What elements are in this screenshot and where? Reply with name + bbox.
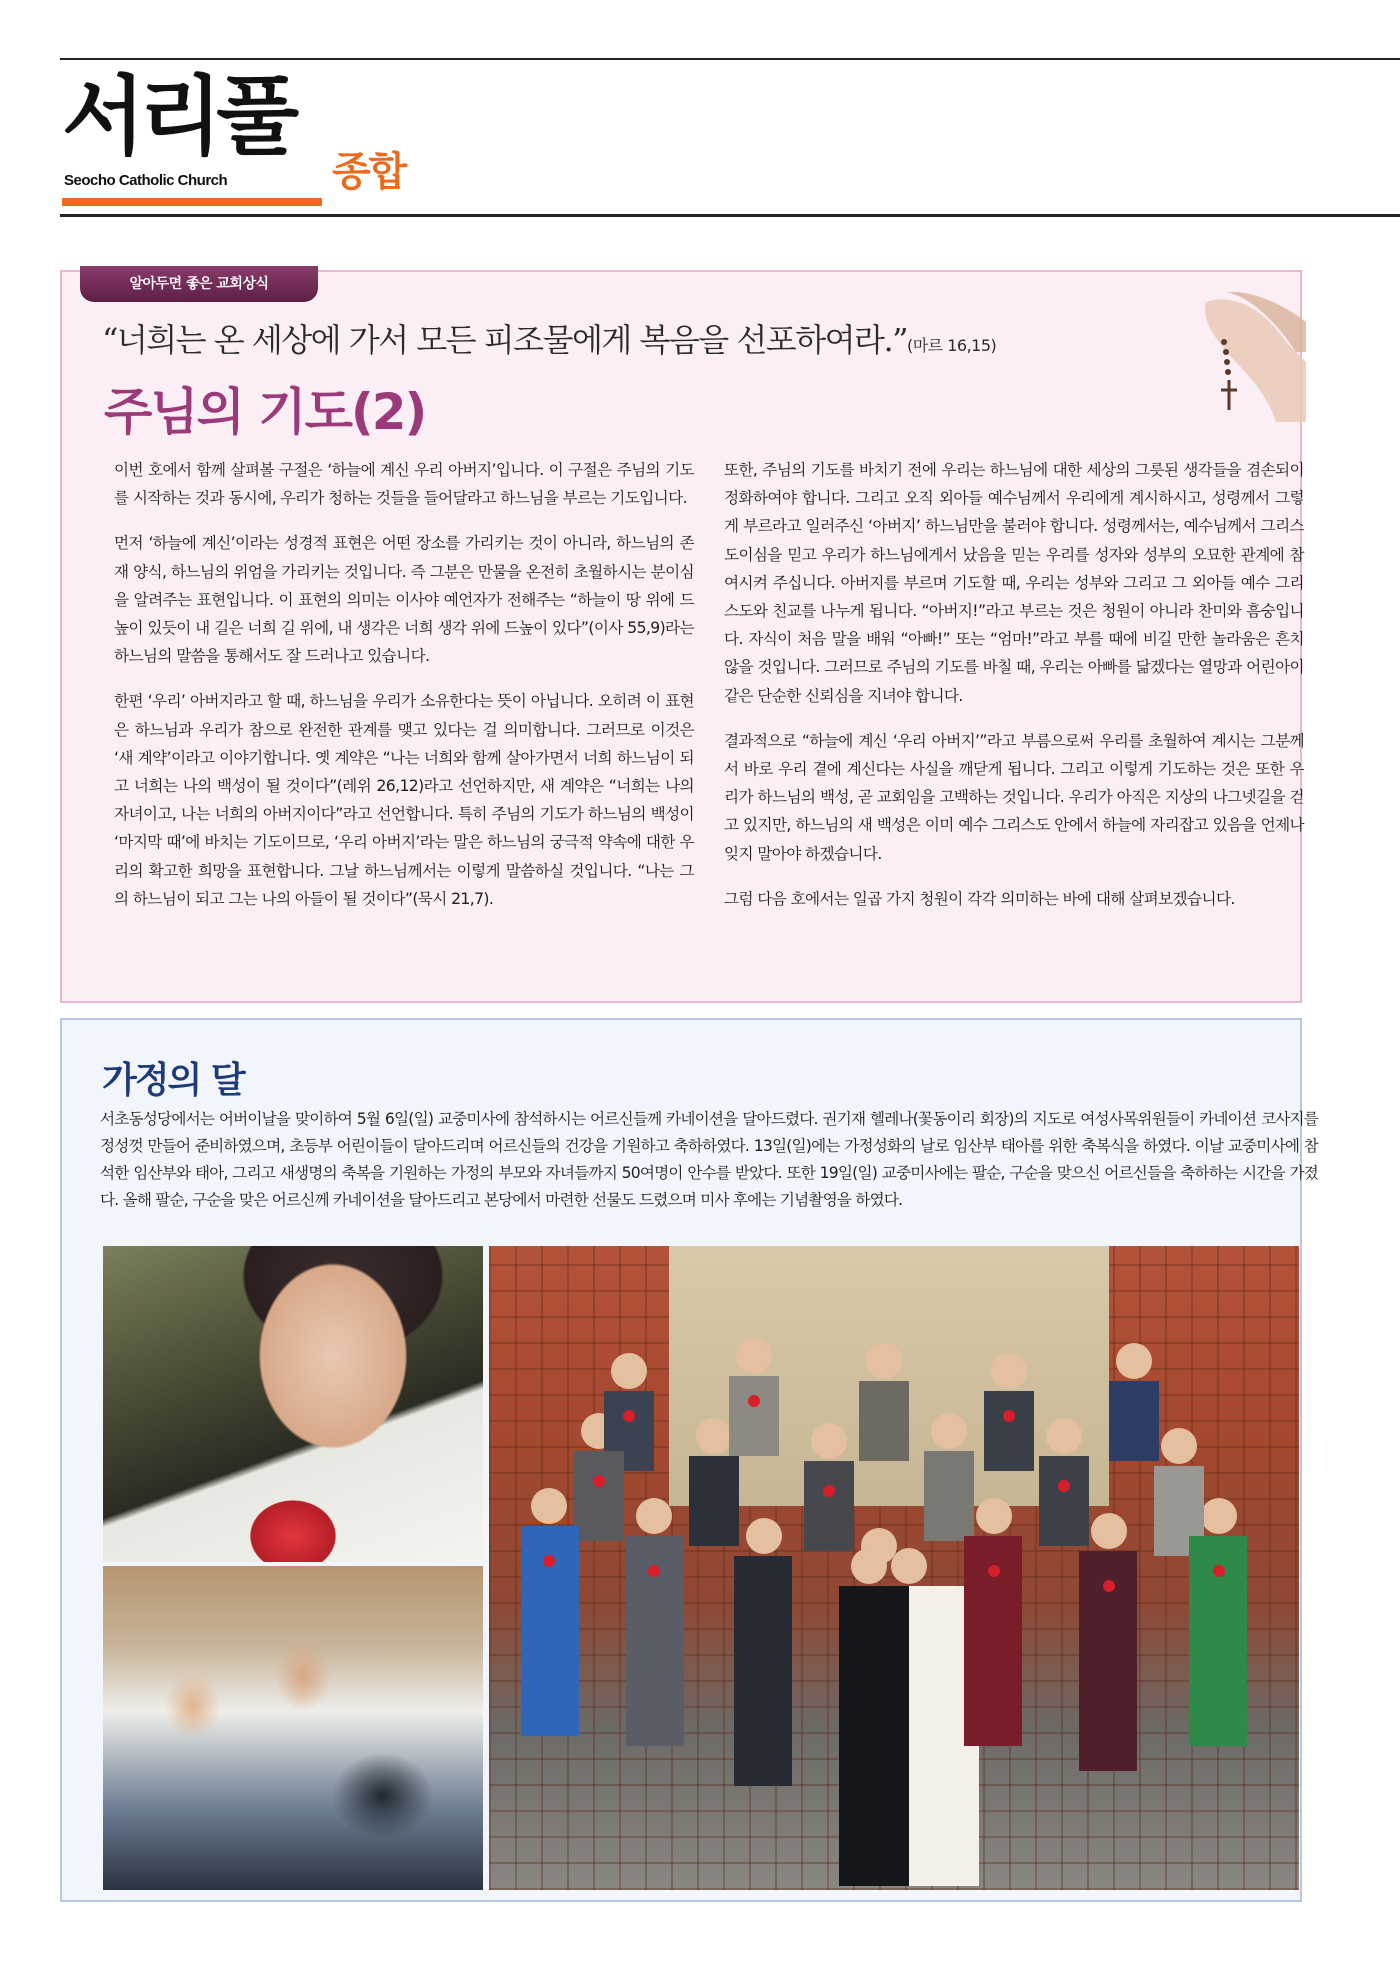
photo-blessing-ceremony: [103, 1566, 483, 1890]
article-title: 가정의 달: [102, 1060, 244, 1101]
logo-underline: [62, 198, 322, 206]
logo-text: 서리풀: [62, 67, 294, 167]
top-rule: [60, 58, 1400, 60]
scripture-quote-text: “너희는 온 세상에 가서 모든 피조물에게 복음을 선포하여라.”: [102, 321, 907, 359]
photo-carnation-pinning: [103, 1246, 483, 1562]
article-body: [100, 1106, 1318, 1214]
paragraph: 이번 호에서 함께 살펴볼 구절은 ‘하늘에 계신 우리 아버지’입니다. 이 구절은 주님의 기도를 시작하는 것과 동시에, 우리가 청하는 것들을 들어달라고 하느님을 부르는 기도입니다.: [114, 461, 694, 508]
paragraph: 먼저 ‘하늘에 계신’이라는 성경적 표현은 어떤 장소를 가리키는 것이 아니라, 하느님의 존재 양식, 하느님의 위엄을 가리키는 것입니다. 즉 그분은 만물을 온전히 초월하시는 분이심을 알려주는 표현입니다. 이 표현의 의미는 이사야 예언자가 전해주는 “하늘이 땅 위에 드높이 있듯이 내 길은 너희 길 위에, 내 생각은 너희 생각 위에 드높이 있다”(이사 55,9)라는 하느님의 말씀을 통해서도 잘 드러나고 있습니다.: [114, 534, 694, 666]
group-people-illustration: [489, 1246, 1299, 1890]
masthead-logo: [62, 67, 326, 214]
article-column-left: [114, 456, 694, 930]
praying-hands-icon: [1196, 282, 1306, 422]
category-tab: 알아두면 좋은 교회상식: [80, 266, 318, 302]
scripture-reference: (마르 16,15): [906, 336, 997, 355]
article-column-right: [724, 456, 1304, 930]
paragraph: 한편 ‘우리’ 아버지라고 할 때, 하느님을 우리가 소유한다는 뜻이 아닙니다. 오히려 이 표현은 하느님과 우리가 참으로 완전한 관계를 맺고 있다는 걸 의미합니다. 그러므로 이것은 ‘새 계약’이라고 이야기합니다. 옛 계약은 “나는 너희와 함께 살아가면서 너희 하느님이 되고 너희는 나의 백성이 될 것이다”(레위 26,12)라고 선언하지만, 새 계약은 “너희는 나의 자녀이고, 나는 너희의 아버지이다”라고 선언합니다. 특히 주님의 기도가 하느님의 백성이 ‘마지막 때’에 바치는 기도이므로, ‘우리 아버지’라는 말은 하느님의 궁극적 약속에 대한 우리의 확고한 희망을 표현합니다. 그날 하느님께서는 이렇게 말씀하실 것입니다. “나는 그의 하느님이 되고 그는 나의 아들이 될 것이다”(묵시 21,7).: [114, 692, 694, 908]
paragraph: 서초동성당에서는 어버이날을 맞이하여 5월 6일(일) 교중미사에 참석하시는 어르신들께 카네이션을 달아드렸다. 권기재 헬레나(꽃동이리 회장)의 지도로 여성사목위원들이 카네이션 코사지를 정성껏 만들어 준비하였으며, 초등부 어린이들이 달아드리며 어르신들의 건강을 기원하고 축하하였다. 13일(일)에는 가정성화의 날로 임산부 태아를 위한 축복식을 하였다. 이날 교중미사에 참석한 임산부와 태아, 그리고 새생명의 축복을 기원하는 가정의 부모와 자녀들까지 50여명이 안수를 받았다. 또한 19일(일) 교중미사에는 팔순, 구순을 맞으신 어르신들을 축하하는 시간을 가졌다. 올해 팔순, 구순을 맞은 어르신께 카네이션을 달아드리고 본당에서 마련한 선물도 드렸으며 미사 후에는 기념촬영을 하였다.: [100, 1110, 1318, 1209]
paragraph: 그럼 다음 호에서는 일곱 가지 청원이 각각 의미하는 바에 대해 살펴보겠습니다.: [724, 889, 1235, 908]
section-tag: 종합: [332, 149, 406, 195]
article-title: 주님의 기도(2): [104, 383, 426, 441]
paragraph: 결과적으로 “하늘에 계신 ‘우리 아버지’”라고 부름으로써 우리를 초월하여 계시는 그분께서 바로 우리 곁에 계신다는 사실을 깨닫게 됩니다. 그리고 이렇게 기도하는 것은 또한 우리가 하느님의 백성, 곧 교회임을 고백하는 것입니다. 우리가 아직은 지상의 나그넷길을 걷고 있지만, 하느님의 새 백성은 이미 예수 그리스도 안에서 하늘에 자리잡고 있음을 언제나 잊지 말아야 하겠습니다.: [724, 731, 1304, 863]
scripture-quote: [102, 315, 1182, 361]
photo-group-elders: [489, 1246, 1299, 1890]
paragraph: 또한, 주님의 기도를 바치기 전에 우리는 하느님에 대한 세상의 그릇된 생각들을 겸손되이 정화하여야 합니다. 그리고 오직 외아들 예수님께서 우리에게 계시하시고, 성령께서 그렇게 부르라고 일러주신 ‘아버지’ 하느님만을 불러야 합니다. 성령께서는, 예수님께서 그리스도이심을 믿고 우리가 하느님에게서 났음을 믿는 우리를 성자와 성부의 오묘한 관계에 참여시켜 주십니다. 아버지를 부르며 기도할 때, 우리는 성부와 그리고 그 외아들 예수 그리스도와 친교를 나누게 됩니다. “아버지!”라고 부르는 것은 청원이 아니라 찬미와 흠숭입니다. 자식이 처음 말을 배워 “아빠!” 또는 “엄마!”라고 부를 때에 비길 만한 놀라움은 흔치 않을 것입니다. 그러므로 주님의 기도를 바칠 때, 우리는 아빠를 닮겠다는 열망과 어린아이 같은 단순한 신뢰심을 지녀야 합니다.: [724, 461, 1304, 705]
logo-subtitle: Seocho Catholic Church: [64, 172, 228, 189]
masthead-rule: [60, 214, 1400, 217]
